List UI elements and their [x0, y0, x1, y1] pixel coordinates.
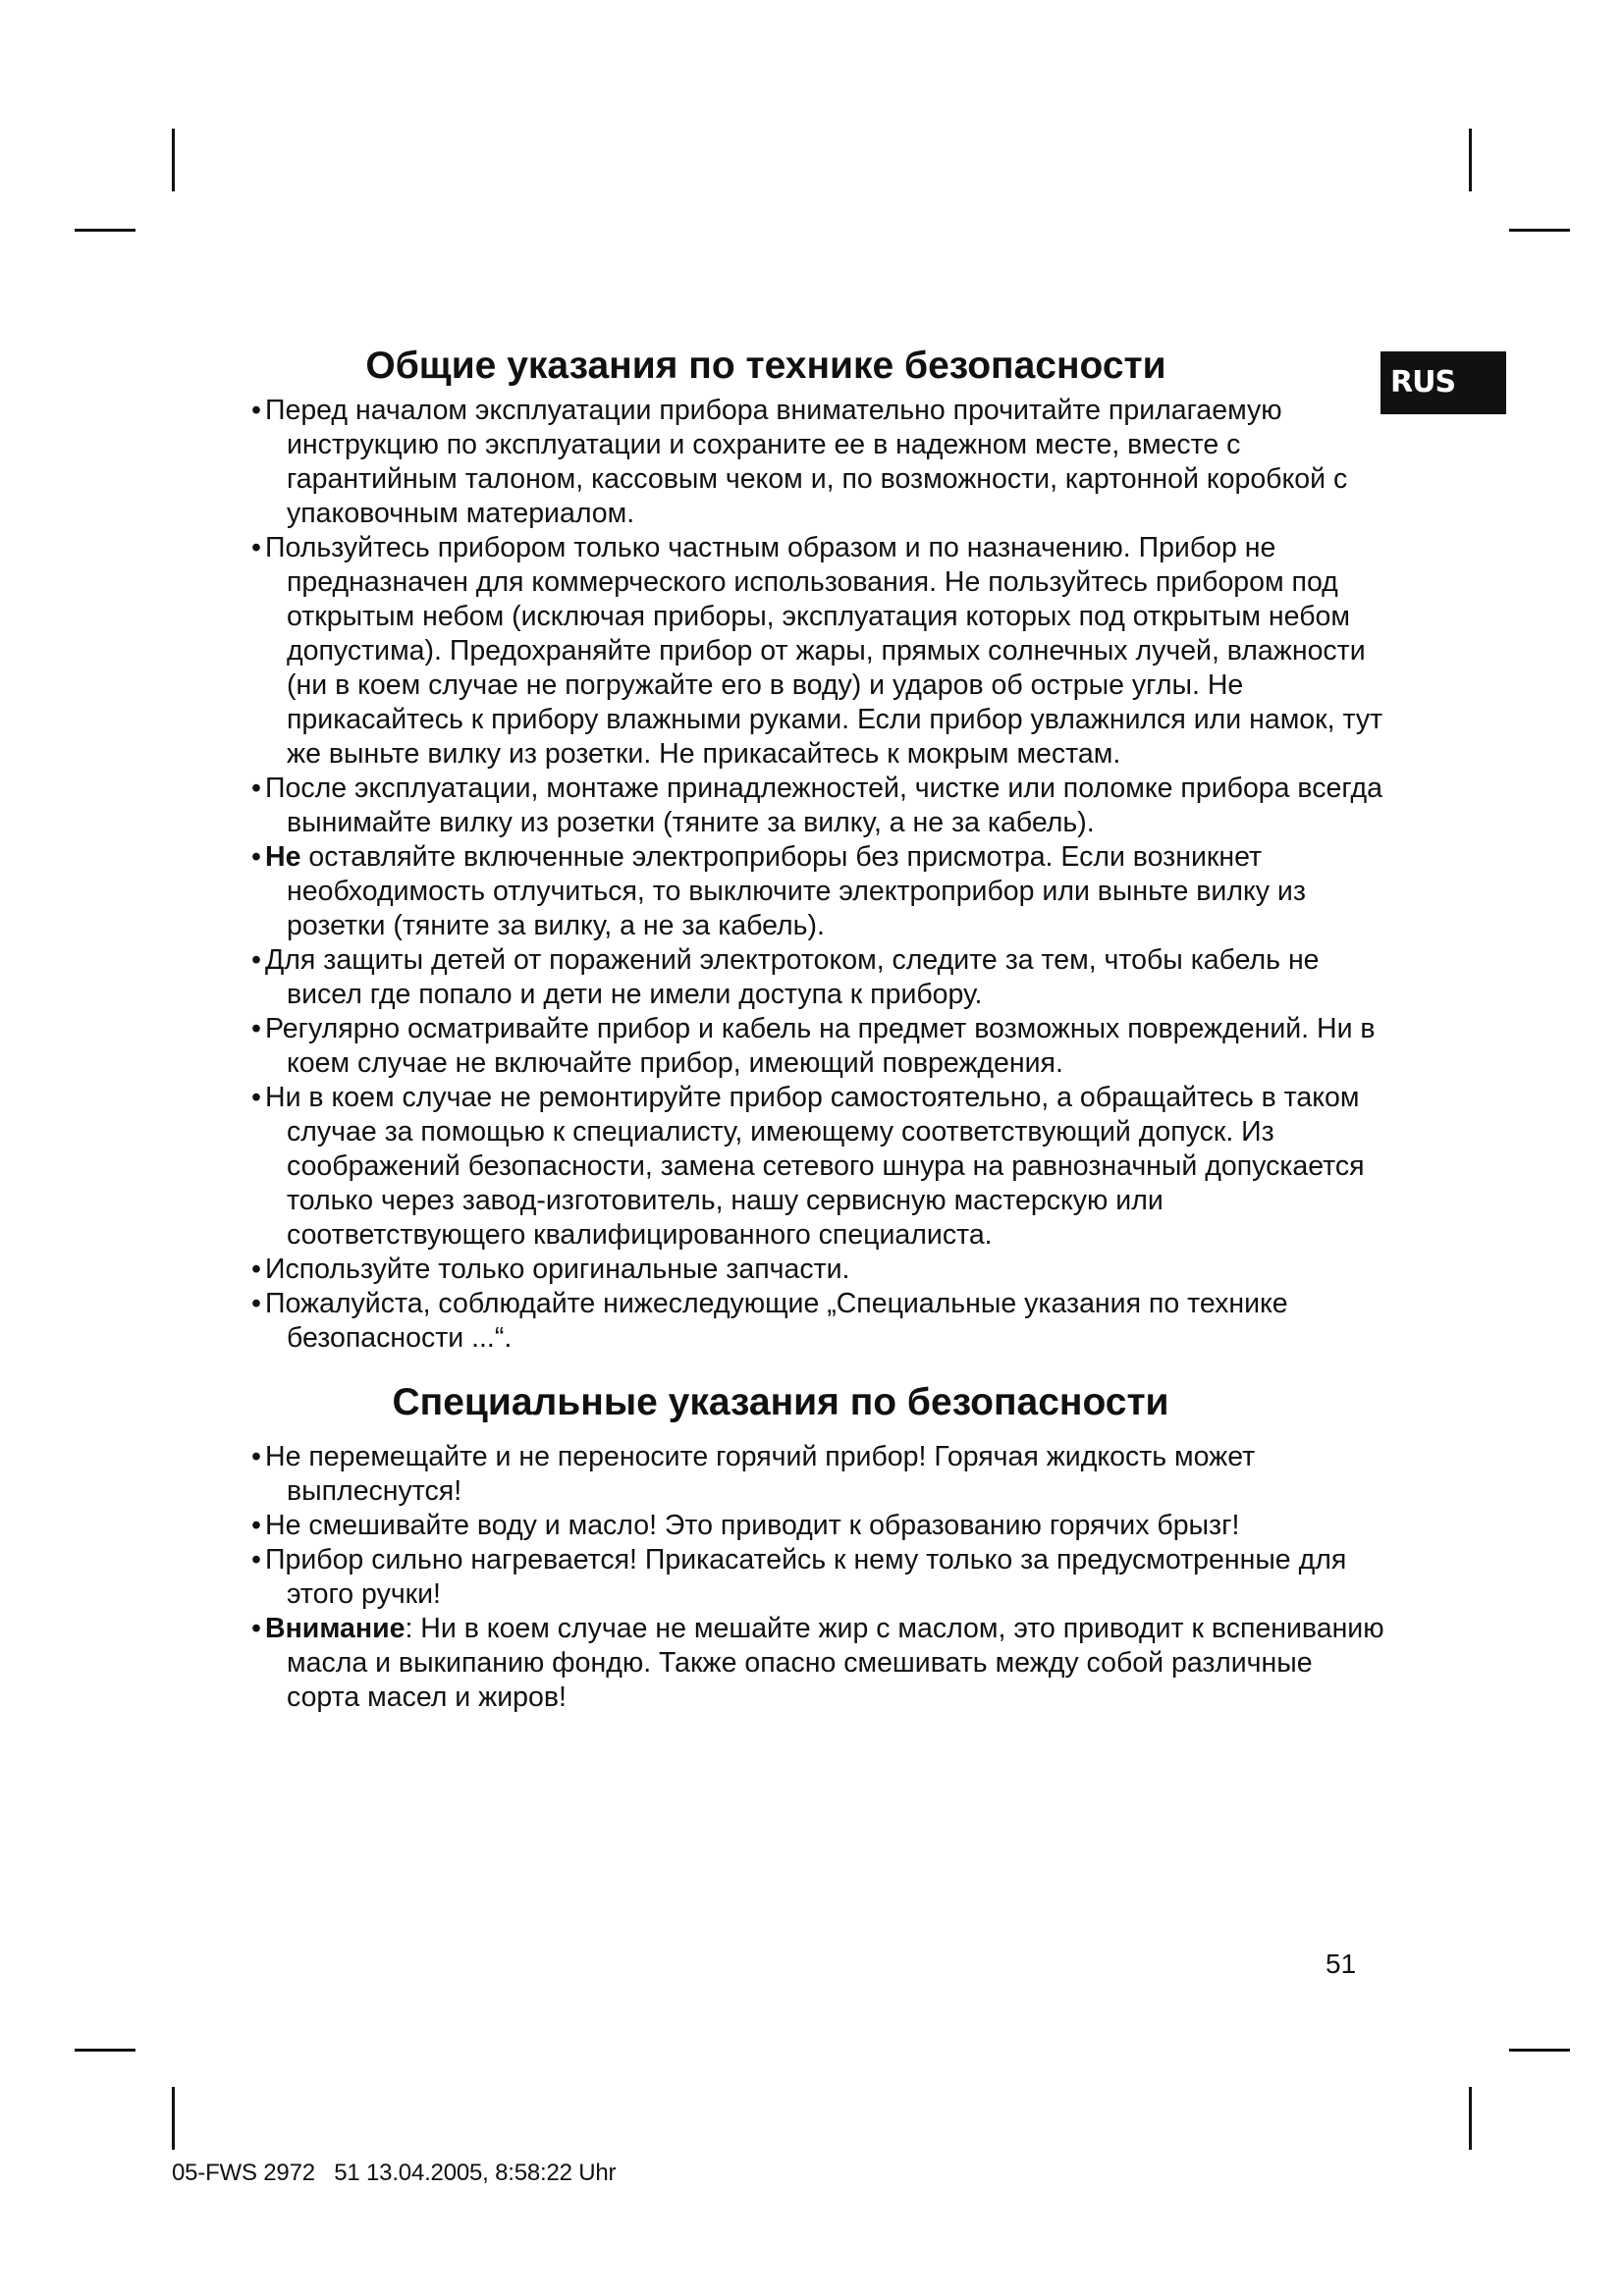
- section2-item: [245, 1612, 1384, 1715]
- section2-item-text: : Ни в коем случае не мешайте жир с маслом, это приводит к вспениванию масла и выкипанию фондю. Также опасно смешивать между собой различные сорта масел и жиров!: [287, 1613, 1384, 1713]
- bullet-icon: •: [251, 532, 261, 563]
- section1-item-text: После эксплуатации, монтаже принадлежностей, чистке или поломке прибора всегда вынимайте вилку из розетки (тяните за вилку, а не за кабель).: [265, 773, 1382, 838]
- page-number: 51: [1326, 1949, 1357, 1979]
- crop-mark-top-right-vertical: [1469, 129, 1472, 191]
- bullet-icon: •: [251, 1613, 261, 1644]
- crop-mark-top-right-horizontal: [1509, 229, 1570, 232]
- crop-mark-bottom-left-horizontal: [75, 2049, 135, 2052]
- bullet-icon: •: [251, 395, 261, 426]
- section2-item: [245, 1509, 1384, 1543]
- section1-item: [245, 1253, 1384, 1287]
- print-footer: 05-FWS 2972 51 13.04.2005, 8:58:22 Uhr: [172, 2160, 617, 2186]
- section2-item: [245, 1440, 1384, 1509]
- section1-item-text: Пожалуйста, соблюдайте нижеследующие „Специальные указания по технике безопасности ...“.: [265, 1288, 1288, 1354]
- bullet-icon: •: [251, 1082, 261, 1113]
- section2-item: [245, 1543, 1384, 1612]
- page-content: [245, 339, 1384, 1715]
- bullet-icon: •: [251, 1441, 261, 1472]
- section1-item-text: Ни в коем случае не ремонтируйте прибор самостоятельно, а обращайтесь в таком случае за помощью к специалисту, имеющему соответствующий допуск. Из соображений безопасности, замена сетевого шнура на равнозначный допускается только через завод-изготовитель, нашу сервисную мастерскую или соответствующего квалифицированного специалиста.: [265, 1082, 1365, 1251]
- section2-item-text: Не перемещайте и не переносите горячий прибор! Горячая жидкость может выплеснутся!: [265, 1441, 1256, 1507]
- section1-item-emphasis: Не: [265, 841, 301, 873]
- section1-item-text: Для защиты детей от поражений электротоком, следите за тем, чтобы кабель не висел где попало и дети не имели доступа к прибору.: [265, 944, 1320, 1010]
- bullet-icon: •: [251, 944, 261, 976]
- section1-item: [245, 1012, 1384, 1081]
- language-tab: [1380, 351, 1506, 414]
- section1-item-text: Пользуйтесь прибором только частным образом и по назначению. Прибор не предназначен для коммерческого использования. Не пользуйтесь прибором под открытым небом (исключая приборы, эксплуатация которых под открытым небом допустима). Предохраняйте прибор от жары, прямых солнечных лучей, влажности (ни в коем случае не погружайте его в воду) и ударов об острые углы. Не прикасайтесь к прибору влажными руками. Если прибор увлажнился или намок, тут же выньте вилку из розетки. Не прикасайтесь к мокрым местам.: [265, 532, 1383, 770]
- bullet-icon: •: [251, 1254, 261, 1285]
- section1-item-text: Используйте только оригинальные запчасти.: [265, 1254, 850, 1285]
- bullet-icon: •: [251, 1510, 261, 1541]
- section2-item-emphasis: Внимание: [265, 1613, 406, 1644]
- section1-item: [245, 1287, 1384, 1356]
- language-tab-label: RUS: [1390, 365, 1456, 400]
- section1-item-text: Регулярно осматривайте прибор и кабель на предмет возможных повреждений. Ни в коем случае не включайте прибор, имеющий повреждения.: [265, 1013, 1376, 1079]
- crop-mark-top-left-vertical: [172, 129, 175, 191]
- section2-title: Специальные указания по безопасности: [392, 1381, 1169, 1423]
- section2-list: [245, 1440, 1384, 1715]
- section1-item: [245, 1081, 1384, 1253]
- bullet-icon: •: [251, 1013, 261, 1044]
- section1-title: Общие указания по технике безопасности: [365, 345, 1166, 387]
- section2-item-text: Не смешивайте воду и масло! Это приводит к образованию горячих брызг!: [265, 1510, 1240, 1541]
- crop-mark-bottom-left-vertical: [172, 2087, 175, 2150]
- bullet-icon: •: [251, 841, 261, 873]
- bullet-icon: •: [251, 773, 261, 804]
- section1-item: [245, 394, 1384, 531]
- section1-item-text: Перед началом эксплуатации прибора внимательно прочитайте прилагаемую инструкцию по эксплуатации и сохраните ее в надежном месте, вместе с гарантийным талоном, кассовым чеком и, по возможности, картонной коробкой с упаковочным материалом.: [265, 395, 1348, 529]
- section1-item: [245, 943, 1384, 1012]
- section1-list: [245, 394, 1384, 1356]
- bullet-icon: •: [251, 1544, 261, 1575]
- section2-item-text: Прибор сильно нагревается! Прикасатейсь к нему только за предусмотренные для этого ручки!: [265, 1544, 1347, 1610]
- crop-mark-bottom-right-vertical: [1469, 2087, 1472, 2150]
- section1-item: [245, 840, 1384, 943]
- crop-mark-top-left-horizontal: [75, 229, 135, 232]
- section1-item: [245, 772, 1384, 840]
- crop-mark-bottom-right-horizontal: [1509, 2049, 1570, 2052]
- section1-item: [245, 531, 1384, 772]
- bullet-icon: •: [251, 1288, 261, 1319]
- section1-item-text: оставляйте включенные электроприборы без присмотра. Если возникнет необходимость отлучиться, то выключите электроприбор или выньте вилку из розетки (тяните за вилку, а не за кабель).: [287, 841, 1306, 941]
